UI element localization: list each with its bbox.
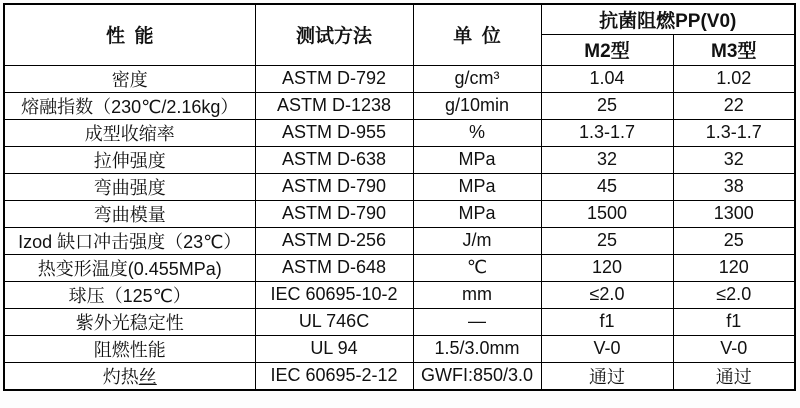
cell-method: ASTM D-638 xyxy=(255,146,413,173)
cell-property: Izod 缺口冲击强度（23℃） xyxy=(4,227,255,254)
cell-method: IEC 60695-10-2 xyxy=(255,281,413,308)
cell-m3: 120 xyxy=(673,254,795,281)
table-row xyxy=(4,65,795,92)
cell-m2: f1 xyxy=(541,308,673,335)
cell-property: 紫外光稳定性 xyxy=(4,308,255,335)
cell-m2: 25 xyxy=(541,227,673,254)
cell-property: 密度 xyxy=(4,65,255,92)
cell-unit: % xyxy=(413,119,541,146)
table-row xyxy=(4,200,795,227)
cell-method: ASTM D-1238 xyxy=(255,92,413,119)
cell-unit: mm xyxy=(413,281,541,308)
cell-unit: — xyxy=(413,308,541,335)
cell-m3: ≤2.0 xyxy=(673,281,795,308)
cell-method: ASTM D-792 xyxy=(255,65,413,92)
cell-m3: f1 xyxy=(673,308,795,335)
table-row xyxy=(4,173,795,200)
cell-method: ASTM D-955 xyxy=(255,119,413,146)
table-row xyxy=(4,92,795,119)
table-row xyxy=(4,146,795,173)
cell-m2: 25 xyxy=(541,92,673,119)
cell-unit: 1.5/3.0mm xyxy=(413,335,541,362)
table-row xyxy=(4,254,795,281)
cell-method: UL 746C xyxy=(255,308,413,335)
table-row xyxy=(4,362,795,390)
header-row-top xyxy=(4,4,795,34)
cell-unit: GWFI:850/3.0 xyxy=(413,362,541,390)
cell-m3: 38 xyxy=(673,173,795,200)
cell-property: 弯曲强度 xyxy=(4,173,255,200)
table-row xyxy=(4,335,795,362)
cell-m3: 1.3-1.7 xyxy=(673,119,795,146)
table-row xyxy=(4,281,795,308)
header-m2: M2型 xyxy=(541,34,673,65)
cell-unit: ℃ xyxy=(413,254,541,281)
cell-m3: 通过 xyxy=(673,362,795,390)
cell-property xyxy=(4,362,255,390)
cell-unit: MPa xyxy=(413,146,541,173)
cell-m2: 45 xyxy=(541,173,673,200)
header-method: 测试方法 xyxy=(255,4,413,65)
cell-unit: MPa xyxy=(413,173,541,200)
cell-m2: 1.04 xyxy=(541,65,673,92)
cell-property: 拉伸强度 xyxy=(4,146,255,173)
property-text-underlined: 丝 xyxy=(138,366,157,387)
property-text: 灼热 xyxy=(102,366,139,387)
material-spec-table xyxy=(3,3,796,391)
cell-m3: 1300 xyxy=(673,200,795,227)
header-group-pp-v0: 抗菌阻燃PP(V0) xyxy=(541,4,795,34)
cell-method: ASTM D-790 xyxy=(255,200,413,227)
cell-unit: J/m xyxy=(413,227,541,254)
cell-m3: 1.02 xyxy=(673,65,795,92)
table-row xyxy=(4,308,795,335)
cell-method: UL 94 xyxy=(255,335,413,362)
cell-m3: 22 xyxy=(673,92,795,119)
cell-m2: 通过 xyxy=(541,362,673,390)
cell-method: ASTM D-790 xyxy=(255,173,413,200)
cell-m2: 32 xyxy=(541,146,673,173)
cell-method: ASTM D-256 xyxy=(255,227,413,254)
cell-m3: 25 xyxy=(673,227,795,254)
cell-m2: 1.3-1.7 xyxy=(541,119,673,146)
cell-property: 熔融指数（230℃/2.16kg） xyxy=(4,92,255,119)
cell-m2: 120 xyxy=(541,254,673,281)
cell-unit: g/10min xyxy=(413,92,541,119)
cell-property: 阻燃性能 xyxy=(4,335,255,362)
header-unit: 单 位 xyxy=(413,4,541,65)
cell-m2: 1500 xyxy=(541,200,673,227)
cell-unit: MPa xyxy=(413,200,541,227)
cell-m3: 32 xyxy=(673,146,795,173)
table-row xyxy=(4,119,795,146)
cell-property: 弯曲模量 xyxy=(4,200,255,227)
cell-m2: V-0 xyxy=(541,335,673,362)
cell-property: 球压（125℃） xyxy=(4,281,255,308)
header-m3: M3型 xyxy=(673,34,795,65)
cell-unit: g/cm³ xyxy=(413,65,541,92)
cell-method: IEC 60695-2-12 xyxy=(255,362,413,390)
header-property: 性 能 xyxy=(4,4,255,65)
table-row xyxy=(4,227,795,254)
cell-method: ASTM D-648 xyxy=(255,254,413,281)
cell-m2: ≤2.0 xyxy=(541,281,673,308)
cell-m3: V-0 xyxy=(673,335,795,362)
cell-property: 热变形温度(0.455MPa) xyxy=(4,254,255,281)
cell-property: 成型收缩率 xyxy=(4,119,255,146)
